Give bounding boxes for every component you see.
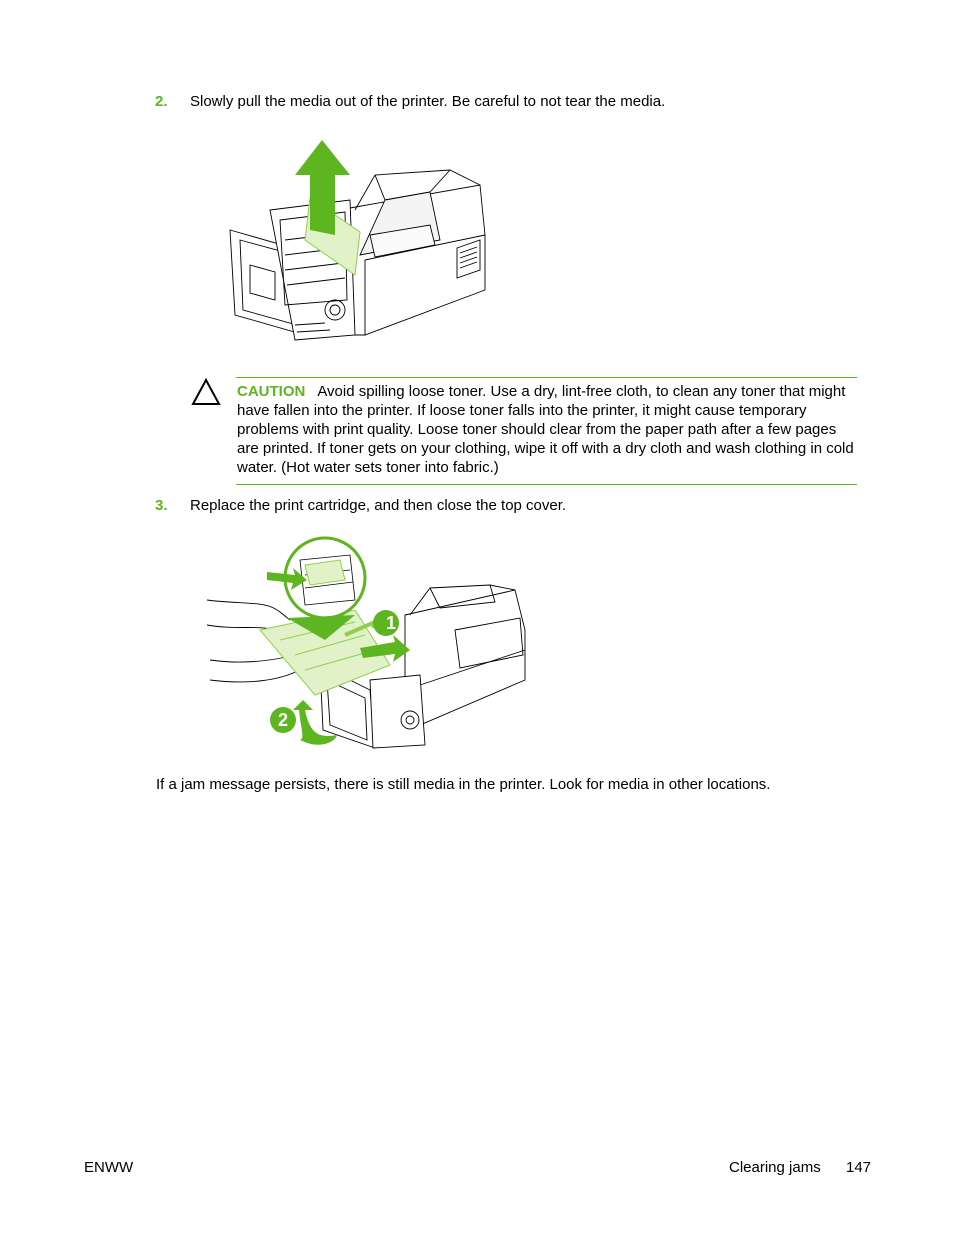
caution-bottom-rule bbox=[236, 484, 857, 485]
final-note: If a jam message persists, there is still media in the printer. Look for media in other locations. bbox=[156, 776, 771, 793]
caution-top-rule bbox=[236, 377, 857, 378]
footer-page-number: 147 bbox=[846, 1159, 872, 1176]
printer-jam-illustration bbox=[225, 140, 490, 345]
step-2-number: 2. bbox=[155, 93, 168, 110]
footer-section: Clearing jams bbox=[729, 1159, 821, 1176]
callout-2: 2 bbox=[277, 710, 288, 730]
caution-label: CAUTION bbox=[237, 383, 306, 400]
step-3-number: 3. bbox=[155, 497, 168, 514]
callout-1: 1 bbox=[385, 613, 396, 633]
caution-text: Avoid spilling loose toner. Use a dry, lint-free cloth, to clean any toner that might have fallen into the printer. If loose toner falls into the printer, it might cause temporary problems with print quality. Loose toner should clear from the paper path after a few pages are printed. If toner gets on your clothing, wipe it off with a dry cloth and wash clothing in cold water. (Hot water sets toner into fabric.) bbox=[237, 383, 854, 476]
replace-cartridge-illustration bbox=[205, 530, 530, 755]
caution-body bbox=[237, 382, 855, 477]
step-3-text: Replace the print cartridge, and then close the top cover. bbox=[190, 497, 567, 514]
step-2-text: Slowly pull the media out of the printer. Be careful to not tear the media. bbox=[190, 93, 666, 110]
warning-triangle-icon bbox=[191, 378, 221, 406]
footer-left: ENWW bbox=[84, 1159, 134, 1176]
